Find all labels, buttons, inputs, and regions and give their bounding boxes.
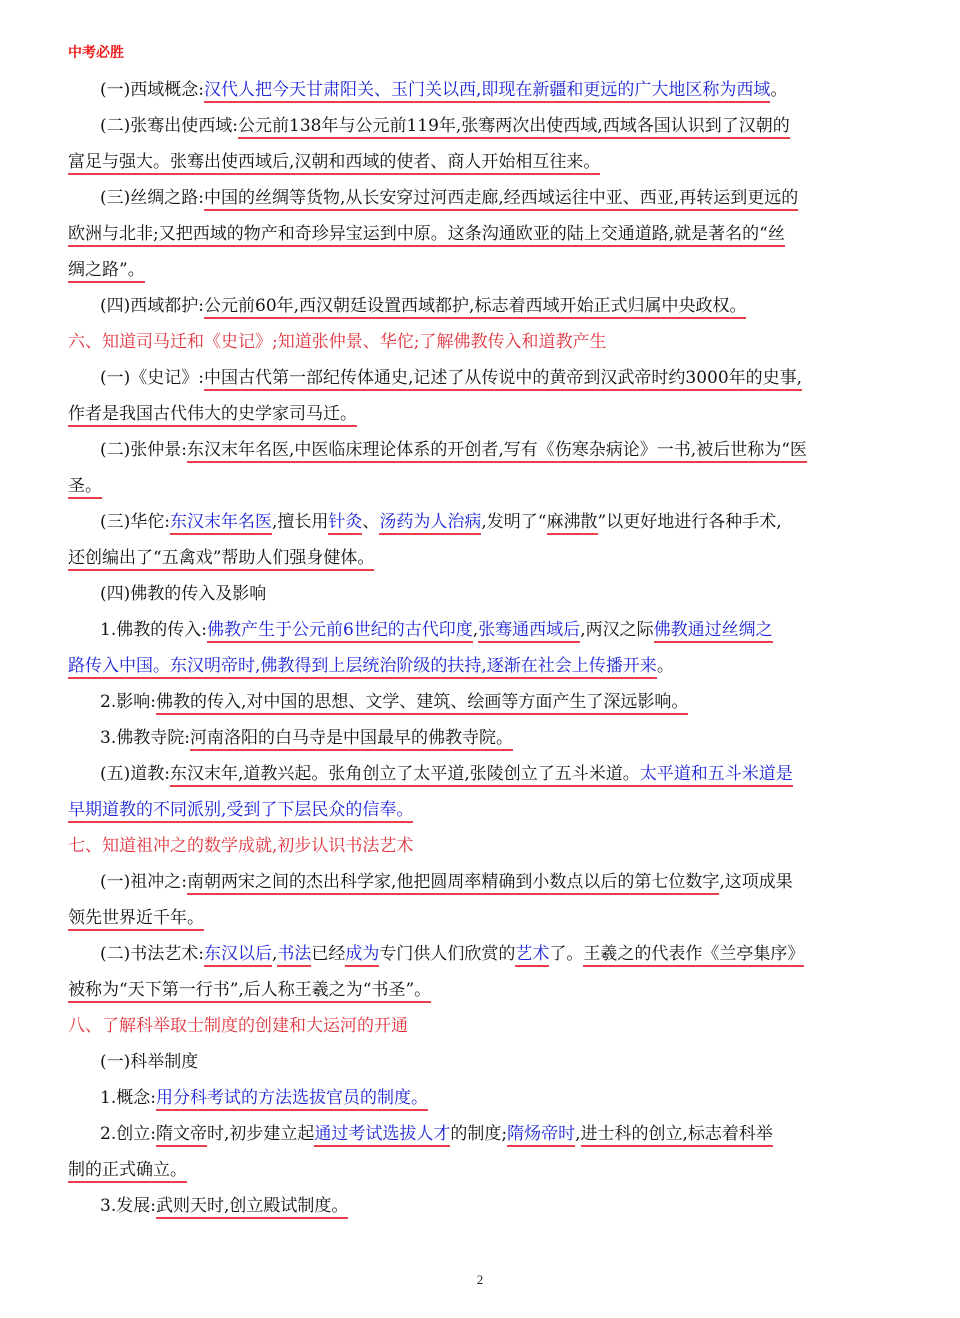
text-segment: (四)佛教的传入及影响 [100, 584, 267, 604]
text-line [68, 252, 876, 288]
text-line [68, 576, 876, 612]
text-segment: 3.发展: [100, 1196, 156, 1216]
underlined-phrase: 中国的丝绸等货物,从长安穿过河西走廊,经西域运往中亚、西亚,再转运到更远的 [204, 188, 798, 211]
text-segment: (二)张骞出使西域: [100, 116, 238, 136]
underlined-phrase: 欧洲与北非;又把西域的物产和奇珍异宝运到中原。这条沟通欧亚的陆上交通道路,就是著名的“丝 [68, 224, 785, 247]
underlined-phrase: 汉代人把今天甘肃阳关、玉门关以西,即现在新疆和更远的广大地区称为西域 [204, 80, 770, 103]
header-tag: 中考必胜 [68, 45, 124, 61]
text-line [68, 756, 876, 792]
text-segment: , [575, 1124, 581, 1144]
underlined-phrase: 王羲之的代表作《兰亭集序》 [583, 944, 804, 967]
underlined-phrase: 佛教的传入,对中国的思想、文学、建筑、绘画等方面产生了深远影响。 [156, 692, 688, 715]
text-line [68, 648, 876, 684]
text-segment: 1.概念: [100, 1088, 156, 1108]
text-segment: (三)丝绸之路: [100, 188, 204, 208]
underlined-phrase: 书法 [277, 944, 311, 967]
text-line [68, 504, 876, 540]
text-segment: 3.佛教寺院: [100, 728, 190, 748]
text-line [68, 936, 876, 972]
text-segment: 了。 [549, 944, 584, 964]
underlined-phrase: 早期道教的不同派别,受到了下层民众的信奉。 [68, 800, 413, 823]
text-line [68, 108, 876, 144]
text-line [68, 1116, 876, 1152]
underlined-phrase: 南朝两宋之间的杰出科学家,他把圆周率精确到小数点以后的第七位数字 [187, 872, 719, 895]
text-segment: (二)张仲景: [100, 440, 187, 460]
underlined-phrase: 汤药为人治病 [379, 512, 481, 535]
text-segment: 2.影响: [100, 692, 156, 712]
underlined-phrase: 隋文帝 [156, 1124, 207, 1147]
text-segment: 六、知道司马迁和《史记》;知道张仲景、华佗;了解佛教传入和道教产生 [68, 332, 607, 352]
text-line [68, 144, 876, 180]
underlined-phrase: 用分科考试的方法选拔官员的制度。 [156, 1088, 428, 1111]
underlined-phrase: 针灸 [328, 512, 362, 535]
underlined-phrase: 东汉末年名医 [170, 512, 272, 535]
underlined-phrase: 佛教产生于公元前6世纪的古代印度 [207, 620, 473, 643]
text-line [68, 216, 876, 252]
text-segment: (三)华佗: [100, 512, 170, 532]
underlined-phrase: 隋炀帝时 [507, 1124, 575, 1147]
underlined-phrase: 进士科的创立,标志着科举 [581, 1124, 773, 1147]
text-segment: (一)《史记》: [100, 368, 204, 388]
text-segment: 七、知道祖冲之的数学成就,初步认识书法艺术 [68, 836, 414, 856]
underlined-phrase: 太平道和五斗米道是 [640, 764, 793, 787]
text-line [68, 684, 876, 720]
underlined-phrase: 领先世界近千年。 [68, 908, 204, 931]
underlined-phrase: 东汉以后 [204, 944, 272, 967]
heading-section-8 [68, 1008, 876, 1044]
text-line [68, 396, 876, 432]
underlined-phrase: 艺术 [515, 944, 549, 967]
text-line [68, 360, 876, 396]
text-line [68, 612, 876, 648]
text-line [68, 864, 876, 900]
text-line [68, 1188, 876, 1224]
underlined-phrase: 还创编出了“五禽戏”帮助人们强身健体。 [68, 548, 374, 571]
underlined-phrase: 成为 [345, 944, 379, 967]
text-line [68, 540, 876, 576]
underlined-phrase: 富足与强大。张骞出使西域后,汉朝和西域的使者、商人开始相互往来。 [68, 152, 600, 175]
text-segment: (一)科举制度 [100, 1052, 199, 1072]
text-line [68, 720, 876, 756]
text-line [68, 468, 876, 504]
underlined-phrase: 麻沸散 [547, 512, 598, 535]
underlined-phrase: 中国古代第一部纪传体通史,记述了从传说中的黄帝到汉武帝时约3000年的史事, [204, 368, 802, 391]
text-line [68, 1152, 876, 1188]
text-line [68, 72, 876, 108]
underlined-phrase: 东汉末年,道教兴起。张角创立了太平道,张陵创立了五斗米道。 [170, 764, 640, 787]
text-line [68, 180, 876, 216]
text-segment: 专门供人们欣赏的 [379, 944, 516, 964]
underlined-phrase: 被称为“天下第一行书”,后人称王羲之为“书圣”。 [68, 980, 431, 1003]
underlined-phrase: 路传入中国。东汉明帝时,佛教得到上层统治阶级的扶持,逐渐在社会上传播开来 [68, 656, 657, 679]
text-segment: 已经 [311, 944, 346, 964]
text-line [68, 432, 876, 468]
text-segment: , [272, 944, 278, 964]
text-segment: 的制度; [450, 1124, 508, 1144]
text-segment: , [472, 620, 479, 640]
text-segment: (一)祖冲之: [100, 872, 187, 892]
text-segment: ,擅长用 [272, 512, 329, 532]
text-line [68, 1044, 876, 1080]
text-segment: (五)道教: [100, 764, 170, 784]
text-segment: ,这项成果 [719, 872, 793, 892]
text-segment: 时,初步建立起 [206, 1124, 315, 1144]
underlined-phrase: 圣。 [68, 476, 102, 499]
text-segment: 2.创立: [100, 1124, 156, 1144]
underlined-phrase: 佛教通过丝绸之 [654, 620, 773, 643]
underlined-phrase: 河南洛阳的白马寺是中国最早的佛教寺院。 [190, 728, 513, 751]
text-segment: (二)书法艺术: [100, 944, 204, 964]
text-segment: 。 [770, 80, 788, 100]
text-segment: (四)西域都护: [100, 296, 204, 316]
underlined-phrase: 公元前60年,西汉朝廷设置西域都护,标志着西域开始正式归属中央政权。 [204, 296, 746, 319]
text-line [68, 900, 876, 936]
heading-section-6 [68, 324, 876, 360]
underlined-phrase: 东汉末年名医,中医临床理论体系的开创者,写有《伤寒杂病论》一书,被后世称为“医 [187, 440, 807, 463]
heading-section-7 [68, 828, 876, 864]
document-body [68, 72, 876, 1224]
underlined-phrase: 绸之路”。 [68, 260, 145, 283]
text-segment: 1.佛教的传入: [100, 620, 207, 640]
underlined-phrase: 作者是我国古代伟大的史学家司马迁。 [68, 404, 357, 427]
text-segment: ”以更好地进行各种手术, [597, 512, 782, 532]
underlined-phrase: 公元前138年与公元前119年,张骞两次出使西域,西域各国认识到了汉朝的 [238, 116, 790, 139]
underlined-phrase: 张骞通西域后 [478, 620, 580, 643]
text-segment: ,发明了“ [481, 512, 547, 532]
text-segment: (一)西域概念: [100, 80, 204, 100]
text-line [68, 1080, 876, 1116]
text-segment: 。 [656, 656, 674, 676]
text-segment: 八、了解科举取士制度的创建和大运河的开通 [68, 1016, 408, 1036]
underlined-phrase: 通过考试选拔人才 [314, 1124, 450, 1147]
text-line [68, 288, 876, 324]
text-segment: ,两汉之际 [580, 620, 654, 640]
page-number: 2 [476, 1272, 484, 1287]
text-segment: 、 [362, 512, 380, 532]
text-line [68, 972, 876, 1008]
underlined-phrase: 制的正式确立。 [68, 1160, 187, 1183]
underlined-phrase: 武则天时,创立殿试制度。 [156, 1196, 348, 1219]
text-line [68, 792, 876, 828]
